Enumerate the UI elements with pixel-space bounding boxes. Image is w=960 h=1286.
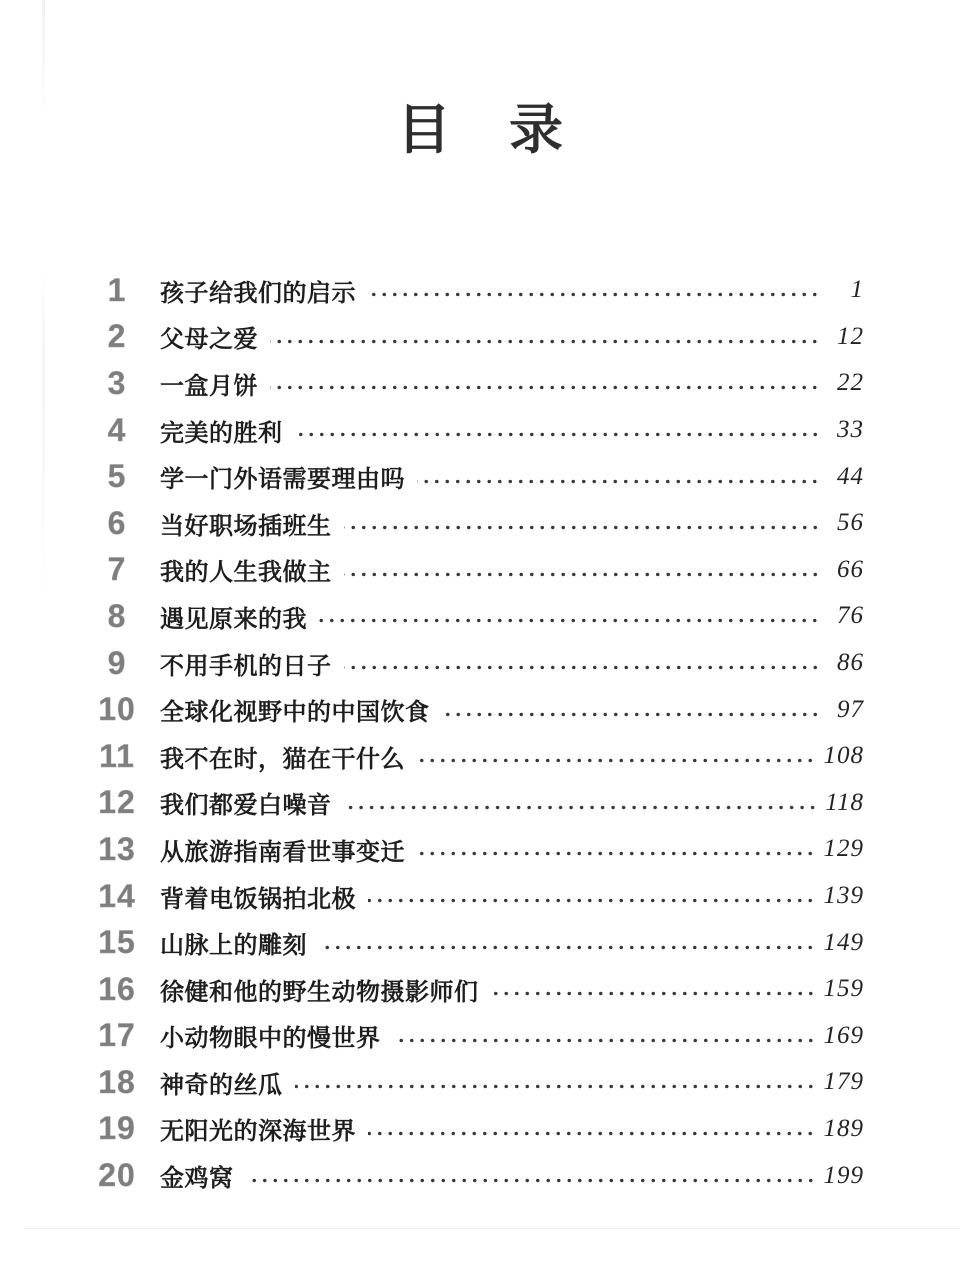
chapter-title: 我们都爱白噪音 <box>160 792 332 820</box>
dot-leader <box>295 1083 816 1090</box>
chapter-title: 一盒月饼 <box>160 372 258 400</box>
toc-entry <box>88 733 864 780</box>
chapter-number: 12 <box>98 784 136 821</box>
toc-entry <box>88 453 864 500</box>
page-number: 33 <box>837 416 864 444</box>
dot-leader <box>368 1130 816 1137</box>
page-title-char-mu: 目 <box>397 100 451 160</box>
toc-entry <box>88 1152 864 1199</box>
dot-leader <box>295 431 821 438</box>
chapter-number: 10 <box>98 691 136 728</box>
dot-leader <box>270 384 820 391</box>
chapter-number: 11 <box>99 737 135 774</box>
chapter-title: 神奇的丝瓜 <box>160 1071 283 1099</box>
chapter-number: 1 <box>107 271 127 308</box>
chapter-number: 8 <box>107 597 127 634</box>
chapter-title: 遇见原来的我 <box>160 605 307 633</box>
page-number: 108 <box>823 742 864 770</box>
page-number: 12 <box>837 322 864 350</box>
chapter-number: 7 <box>107 551 127 588</box>
page-number: 199 <box>823 1161 864 1189</box>
dot-leader <box>393 1037 816 1044</box>
page-number: 149 <box>823 928 864 956</box>
chapter-number: 17 <box>98 1017 136 1054</box>
chapter-number: 3 <box>107 364 127 401</box>
chapter-number: 19 <box>98 1110 136 1147</box>
dot-leader <box>368 291 820 298</box>
toc-entry <box>88 593 864 640</box>
chapter-number: 14 <box>98 877 136 914</box>
chapter-number: 2 <box>107 318 127 355</box>
toc-entry <box>88 407 864 454</box>
page-number: 169 <box>823 1021 864 1049</box>
chapter-number: 6 <box>107 504 127 541</box>
chapter-number: 18 <box>98 1063 136 1100</box>
page-number: 129 <box>823 835 864 863</box>
toc-entry <box>88 966 864 1013</box>
dot-leader <box>319 617 820 624</box>
dot-leader <box>368 897 816 904</box>
dot-leader <box>442 711 821 718</box>
page-number: 56 <box>837 509 864 537</box>
page-number: 159 <box>823 975 864 1003</box>
dot-leader <box>344 524 821 531</box>
toc-list <box>88 267 864 1199</box>
dot-leader <box>344 804 818 811</box>
toc-entry <box>88 360 864 407</box>
chapter-title: 我的人生我做主 <box>160 559 332 587</box>
chapter-title: 孩子给我们的启示 <box>160 279 356 307</box>
toc-entry <box>88 500 864 547</box>
chapter-title: 金鸡窝 <box>160 1165 234 1193</box>
chapter-title: 我不在时，猫在干什么 <box>160 745 405 773</box>
toc-entry <box>88 267 864 314</box>
page-title <box>0 98 960 163</box>
dot-leader <box>270 338 820 345</box>
chapter-title: 从旅游指南看世事变迁 <box>160 838 405 866</box>
page-number: 179 <box>823 1068 864 1096</box>
toc-entry <box>88 547 864 594</box>
chapter-title: 完美的胜利 <box>160 419 283 447</box>
page-number: 86 <box>837 649 864 677</box>
chapter-title: 当好职场插班生 <box>160 512 332 540</box>
toc-entry <box>88 1059 864 1106</box>
dot-leader <box>491 990 816 997</box>
toc-entry <box>88 919 864 966</box>
scan-artifact-left-edge <box>42 0 45 600</box>
chapter-title: 父母之爱 <box>160 326 258 354</box>
chapter-number: 16 <box>98 970 136 1007</box>
chapter-title: 山脉上的雕刻 <box>160 932 307 960</box>
toc-entry <box>88 640 864 687</box>
toc-entry <box>88 826 864 873</box>
dot-leader <box>417 757 816 764</box>
dot-leader <box>344 571 821 578</box>
page-title-char-lu: 录 <box>509 100 563 160</box>
dot-leader <box>417 850 816 857</box>
page-number: 189 <box>823 1114 864 1142</box>
chapter-number: 13 <box>98 830 136 867</box>
dot-leader <box>417 478 820 485</box>
chapter-number: 4 <box>107 411 127 448</box>
page-number: 97 <box>837 695 864 723</box>
page-number: 22 <box>837 369 864 397</box>
chapter-number: 15 <box>98 924 136 961</box>
chapter-title: 不用手机的日子 <box>160 652 332 680</box>
toc-entry <box>88 1013 864 1060</box>
page-number: 1 <box>850 276 864 304</box>
toc-entry <box>88 873 864 920</box>
page-number: 66 <box>837 555 864 583</box>
dot-leader <box>246 1177 816 1184</box>
toc-entry <box>88 314 864 361</box>
chapter-title: 学一门外语需要理由吗 <box>160 466 405 494</box>
toc-entry <box>88 686 864 733</box>
scan-artifact-bottom-line <box>24 1228 960 1229</box>
dot-leader <box>319 944 816 951</box>
chapter-title: 徐健和他的野生动物摄影师们 <box>160 978 479 1006</box>
page-number: 76 <box>837 602 864 630</box>
chapter-number: 5 <box>107 458 127 495</box>
chapter-number: 20 <box>98 1157 136 1194</box>
chapter-number: 9 <box>107 644 127 681</box>
chapter-title: 背着电饭锅拍北极 <box>160 885 356 913</box>
chapter-title: 小动物眼中的慢世界 <box>160 1025 381 1053</box>
chapter-title: 全球化视野中的中国饮食 <box>160 699 430 727</box>
page-number: 44 <box>837 462 864 490</box>
dot-leader <box>344 664 821 671</box>
toc-entry <box>88 780 864 827</box>
page-number: 118 <box>825 788 864 816</box>
page-number: 139 <box>823 882 864 910</box>
chapter-title: 无阳光的深海世界 <box>160 1118 356 1146</box>
toc-entry <box>88 1106 864 1153</box>
